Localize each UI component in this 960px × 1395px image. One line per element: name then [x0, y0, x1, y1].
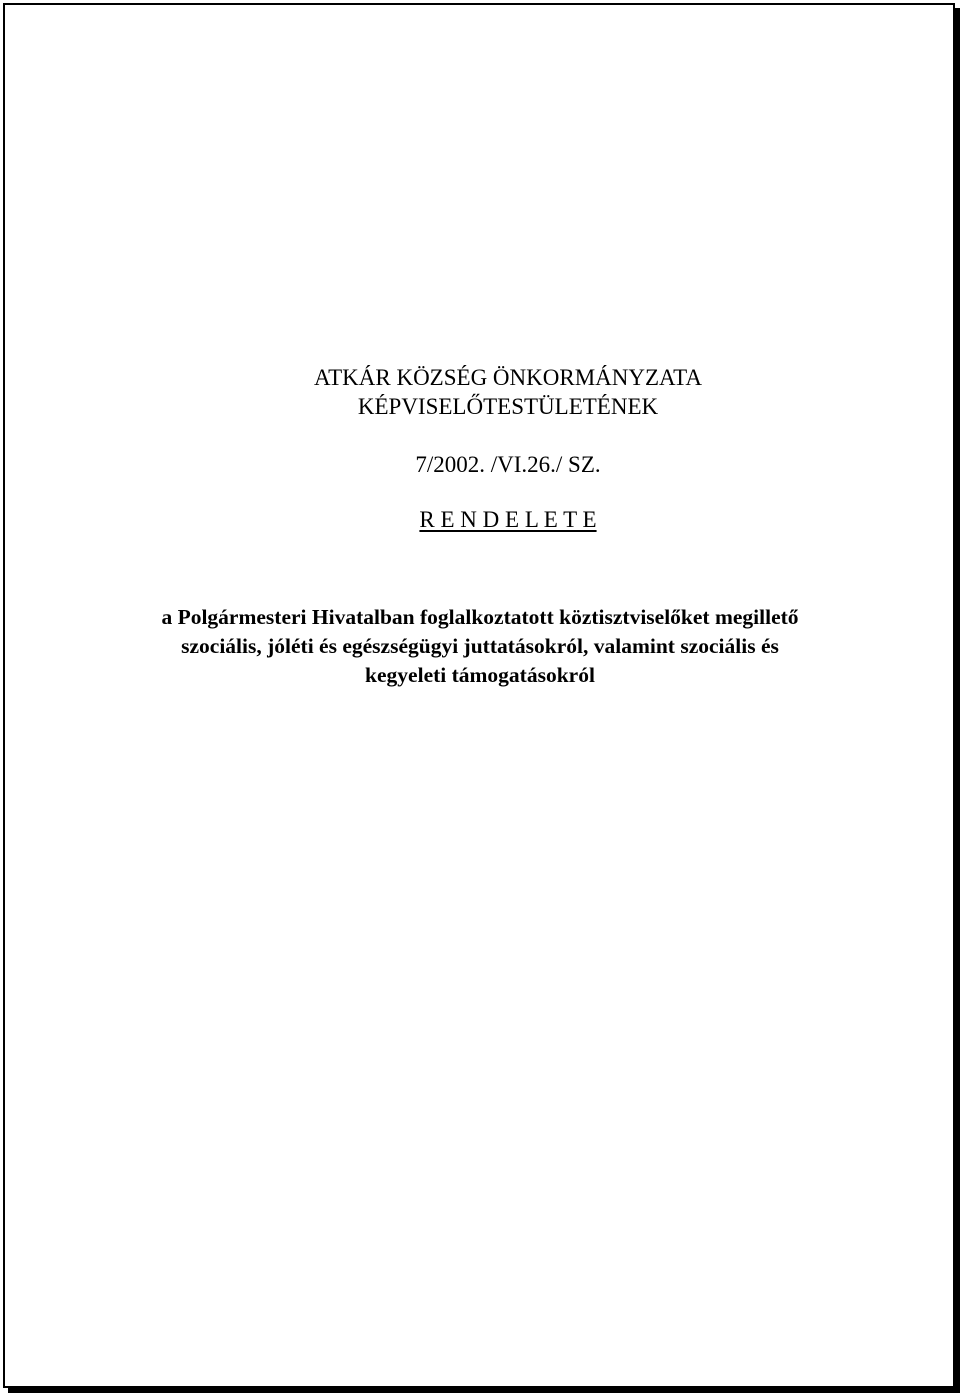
subject-line-1: a Polgármesteri Hivatalban foglalkoztatott köztisztviselőket megillető — [161, 605, 799, 629]
subject-line-2: szociális, jóléti és egészségügyi juttatásokról, valamint szociális és — [181, 634, 779, 658]
decree-title-text: R E N D E L E T E — [419, 507, 597, 532]
issuer-line-2: KÉPVISELŐTESTÜLETÉNEK — [357, 394, 659, 419]
decree-number: 7/2002. /VI.26./ SZ. — [415, 452, 601, 477]
decree-subject — [0, 603, 960, 690]
decree-title — [28, 505, 960, 535]
page-frame — [3, 3, 955, 1388]
issuer-line-1: ATKÁR KÖZSÉG ÖNKORMÁNYZATA — [314, 365, 702, 390]
subject-line-3: kegyeleti támogatásokról — [365, 663, 595, 687]
